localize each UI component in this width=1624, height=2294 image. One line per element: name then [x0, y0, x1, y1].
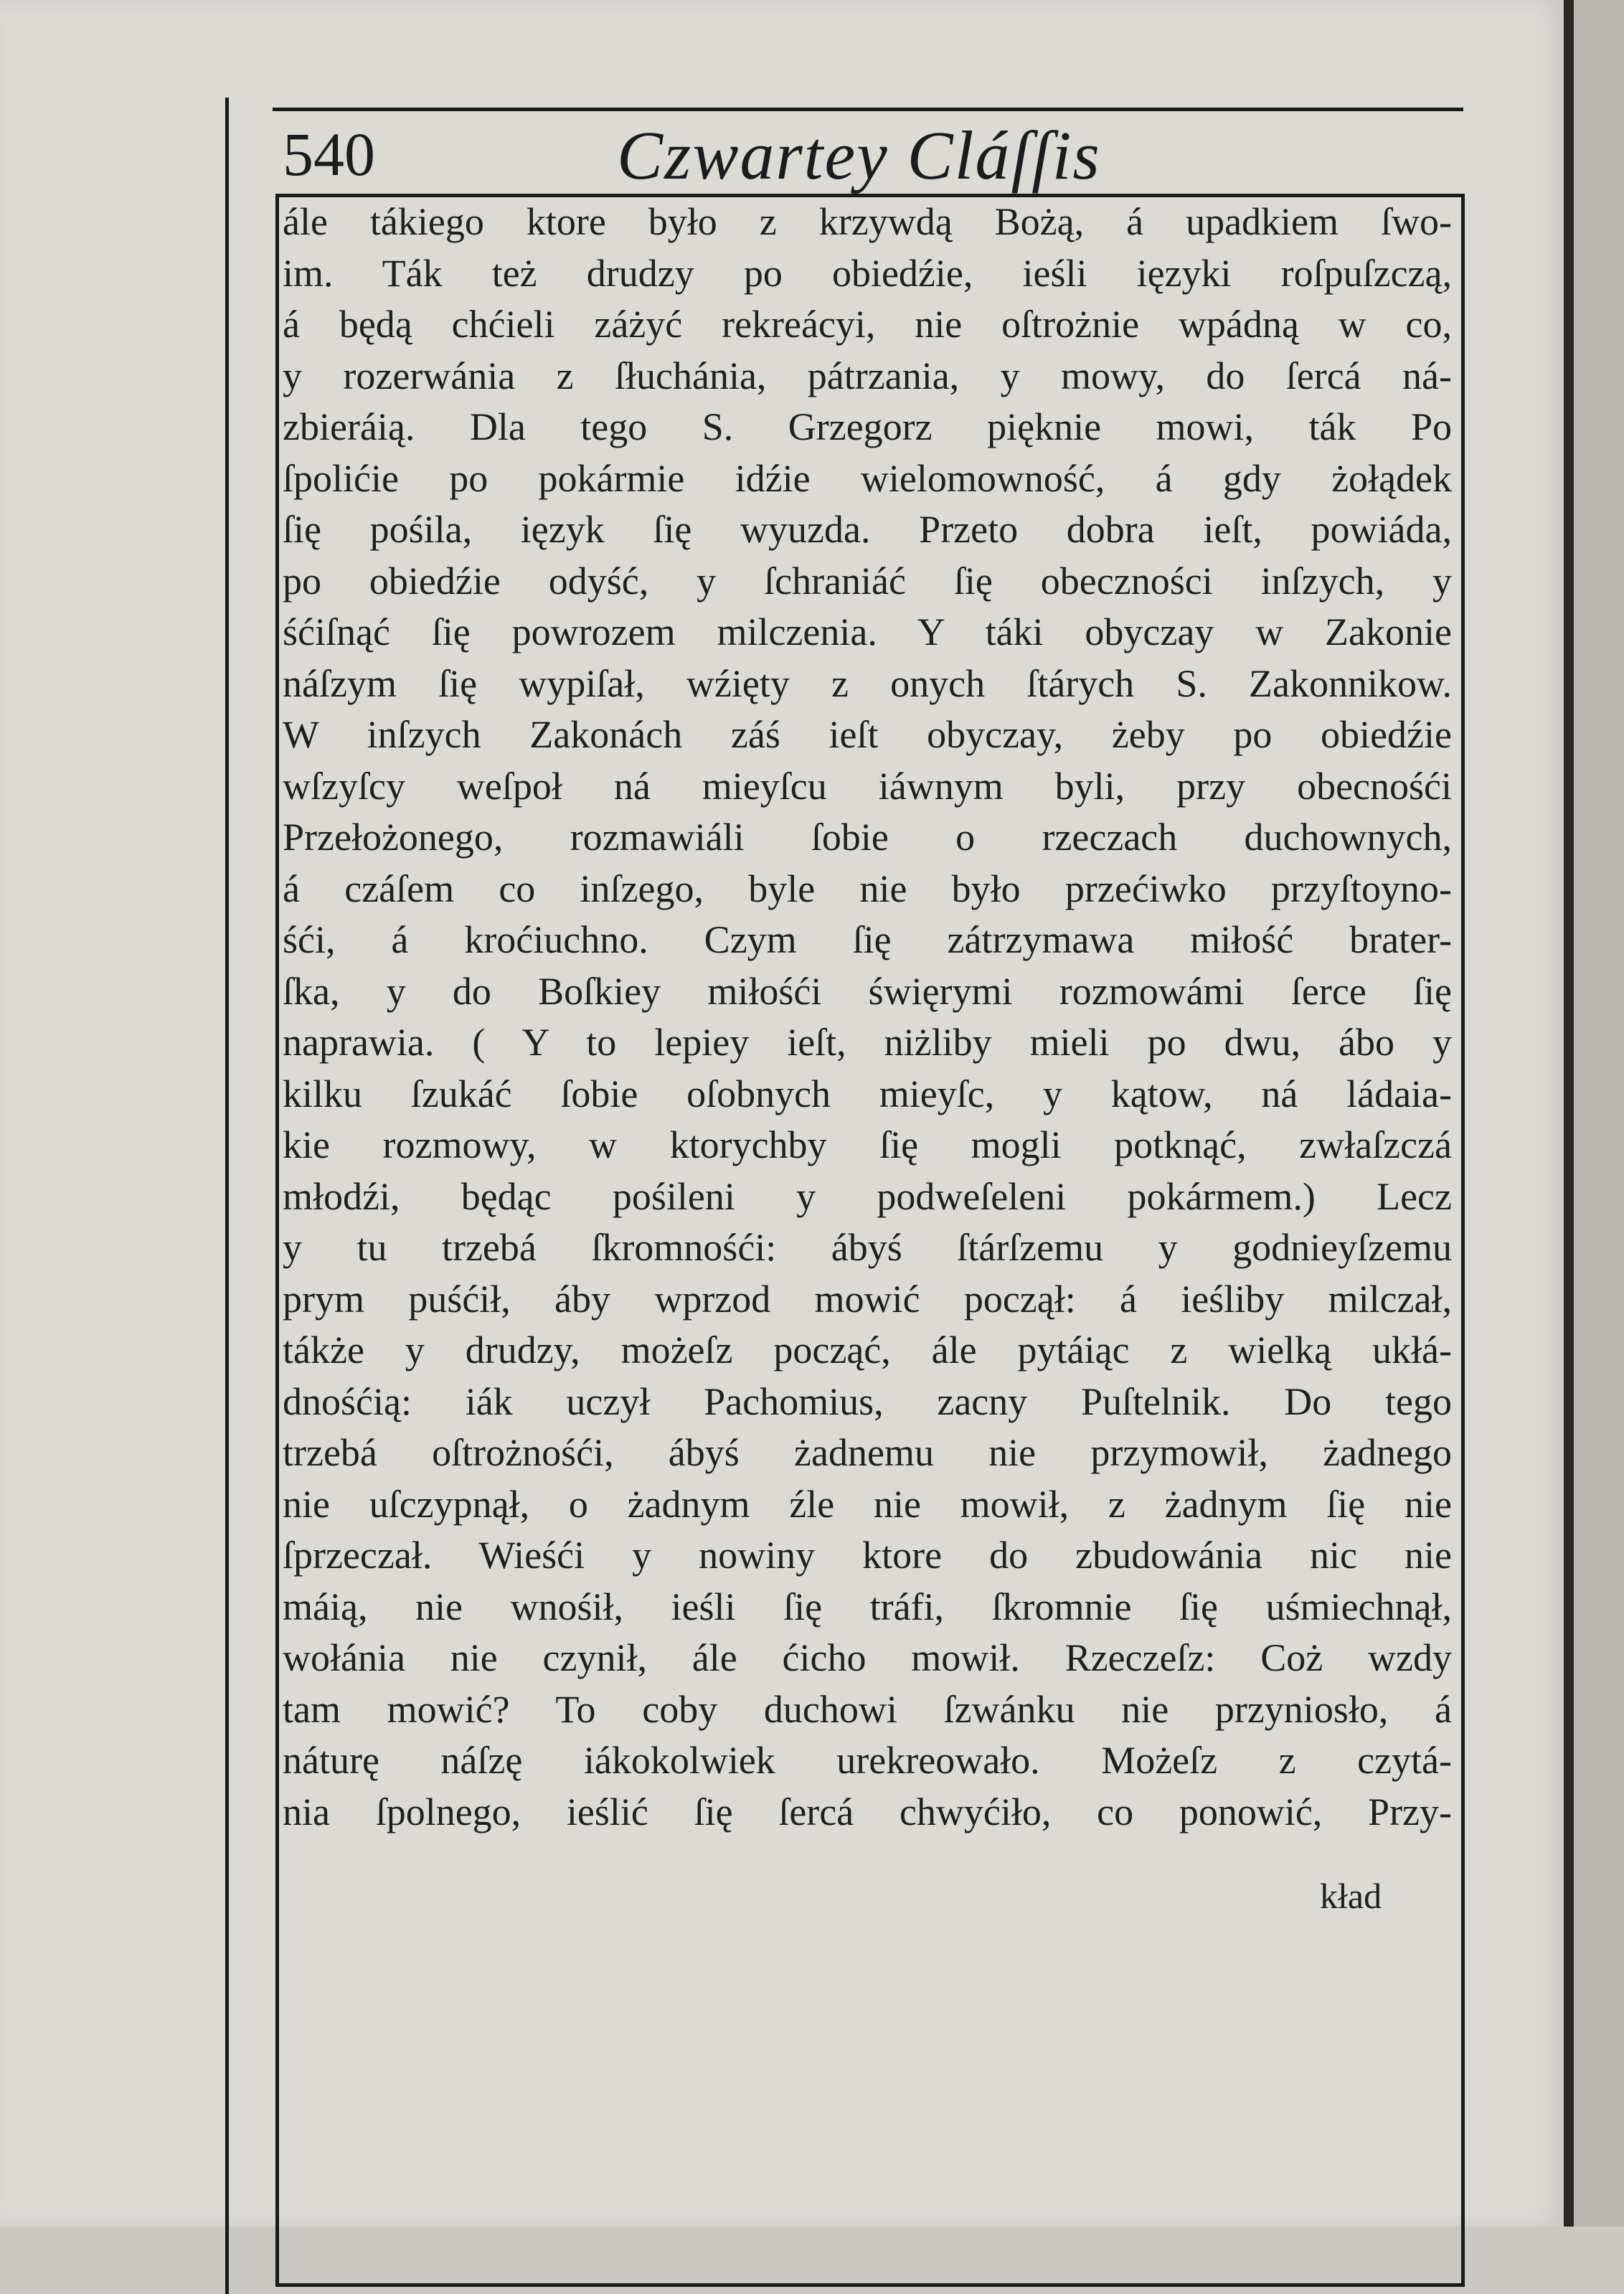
- text-line: W inſzych Zakonách záś ieſt obyczay, żeby po obiedźie: [283, 713, 1452, 756]
- text-line: náſzym ſię wypiſał, wźięty z onych ſtárych S. Zakonnikow.: [283, 661, 1452, 705]
- text-line: kie rozmowy, w ktorychby ſię mogli potknąć, zwłaſzczá: [283, 1123, 1452, 1166]
- text-line: máią, nie wnośił, ieśli ſię tráfi, ſkromnie ſię uśmiechnął,: [283, 1585, 1452, 1628]
- page-number: 540: [283, 120, 375, 189]
- text-line: tákże y drudzy, możeſz począć, ále pytáiąc z wielką ukłá-: [283, 1328, 1452, 1372]
- text-line: wſzyſcy weſpoł ná mieyſcu iáwnym byli, przy obecnośći: [283, 764, 1452, 808]
- text-line: prym puśćił, áby wprzod mowić począł: á ieśliby milczał,: [283, 1277, 1452, 1321]
- text-line: á czáſem co inſzego, byle nie było przećiwko przyſtoyno-: [283, 867, 1452, 910]
- text-line: śćiſnąć ſię powrozem milczenia. Y táki obyczay w Zakonie: [283, 610, 1452, 653]
- text-line: wołánia nie czynił, ále ćicho mowił. Rzeczeſz: Coż wzdy: [283, 1636, 1452, 1679]
- text-line: ſię pośila, ięzyk ſię wyuzda. Przeto dobra ieſt, powiáda,: [283, 508, 1452, 551]
- text-line: po obiedźie odyść, y ſchraniáć ſię obeczności inſzych, y: [283, 559, 1452, 603]
- text-line: ſka, y do Boſkiey miłośći święrymi rozmowámi ſerce ſię: [283, 969, 1452, 1013]
- text-line: á będą chćieli záżyć rekreácyi, nie oſtrożnie wpádną w co,: [283, 303, 1452, 346]
- text-line: naprawia. ( Y to lepiey ieſt, niżliby mieli po dwu, ábo y: [283, 1021, 1452, 1064]
- text-line: tam mowić? To coby duchowi ſzwánku nie przyniosło, á: [283, 1687, 1452, 1731]
- text-line: zbieráią. Dla tego S. Grzegorz pięknie mowi, ták Po: [283, 405, 1452, 448]
- page-header: [273, 108, 1463, 203]
- text-line: ále tákiego ktore było z krzywdą Bożą, á upadkiem ſwo-: [283, 200, 1452, 243]
- text-line: kilku ſzukáć ſobie oſobnych mieyſc, y kątow, ná ládaia-: [283, 1072, 1452, 1115]
- text-line: trzebá oſtrożnośći, ábyś żadnemu nie przymowił, żadnego: [283, 1431, 1452, 1474]
- catchword: kład: [1320, 1876, 1382, 1916]
- text-line: y tu trzebá ſkromnośći: ábyś ſtárſzemu y godnieyſzemu: [283, 1226, 1452, 1269]
- text-line: ſprzeczał. Wieśći y nowiny ktore do zbudowánia nic nie: [283, 1534, 1452, 1577]
- text-line: nie uſczypnął, o żadnym źle nie mowił, z żadnym ſię nie: [283, 1482, 1452, 1526]
- text-line: náturę náſzę iákokolwiek urekreowało. Możeſz z czytá-: [283, 1739, 1452, 1782]
- text-line: nia ſpolnego, ieślić ſię ſercá chwyćiło, co ponowić, Przy-: [283, 1790, 1452, 1833]
- text-line: y rozerwánia z ſłuchánia, pátrzania, y mowy, do ſercá ná-: [283, 354, 1452, 397]
- text-line: Przełożonego, rozmawiáli ſobie o rzeczach duchownych,: [283, 816, 1452, 859]
- body-text: [283, 197, 1452, 1838]
- text-line: ſpolićie po pokármie idźie wielomowność, á gdy żołądek: [283, 456, 1452, 500]
- text-line: dnośćią: iák uczył Pachomius, zacny Puſtelnik. Do tego: [283, 1379, 1452, 1423]
- text-line: młodźi, będąc pośileni y podweſeleni pokármem.) Lecz: [283, 1174, 1452, 1218]
- text-line: im. Ták też drudzy po obiedźie, ieśli ięzyki roſpuſzczą,: [283, 251, 1452, 295]
- adjacent-page-edge: [1564, 0, 1624, 2227]
- text-line: śći, á krоćiuchno. Czym ſię zátrzymawa miłość brater-: [283, 918, 1452, 961]
- running-title: Czwartey Cláſſis: [617, 117, 1101, 194]
